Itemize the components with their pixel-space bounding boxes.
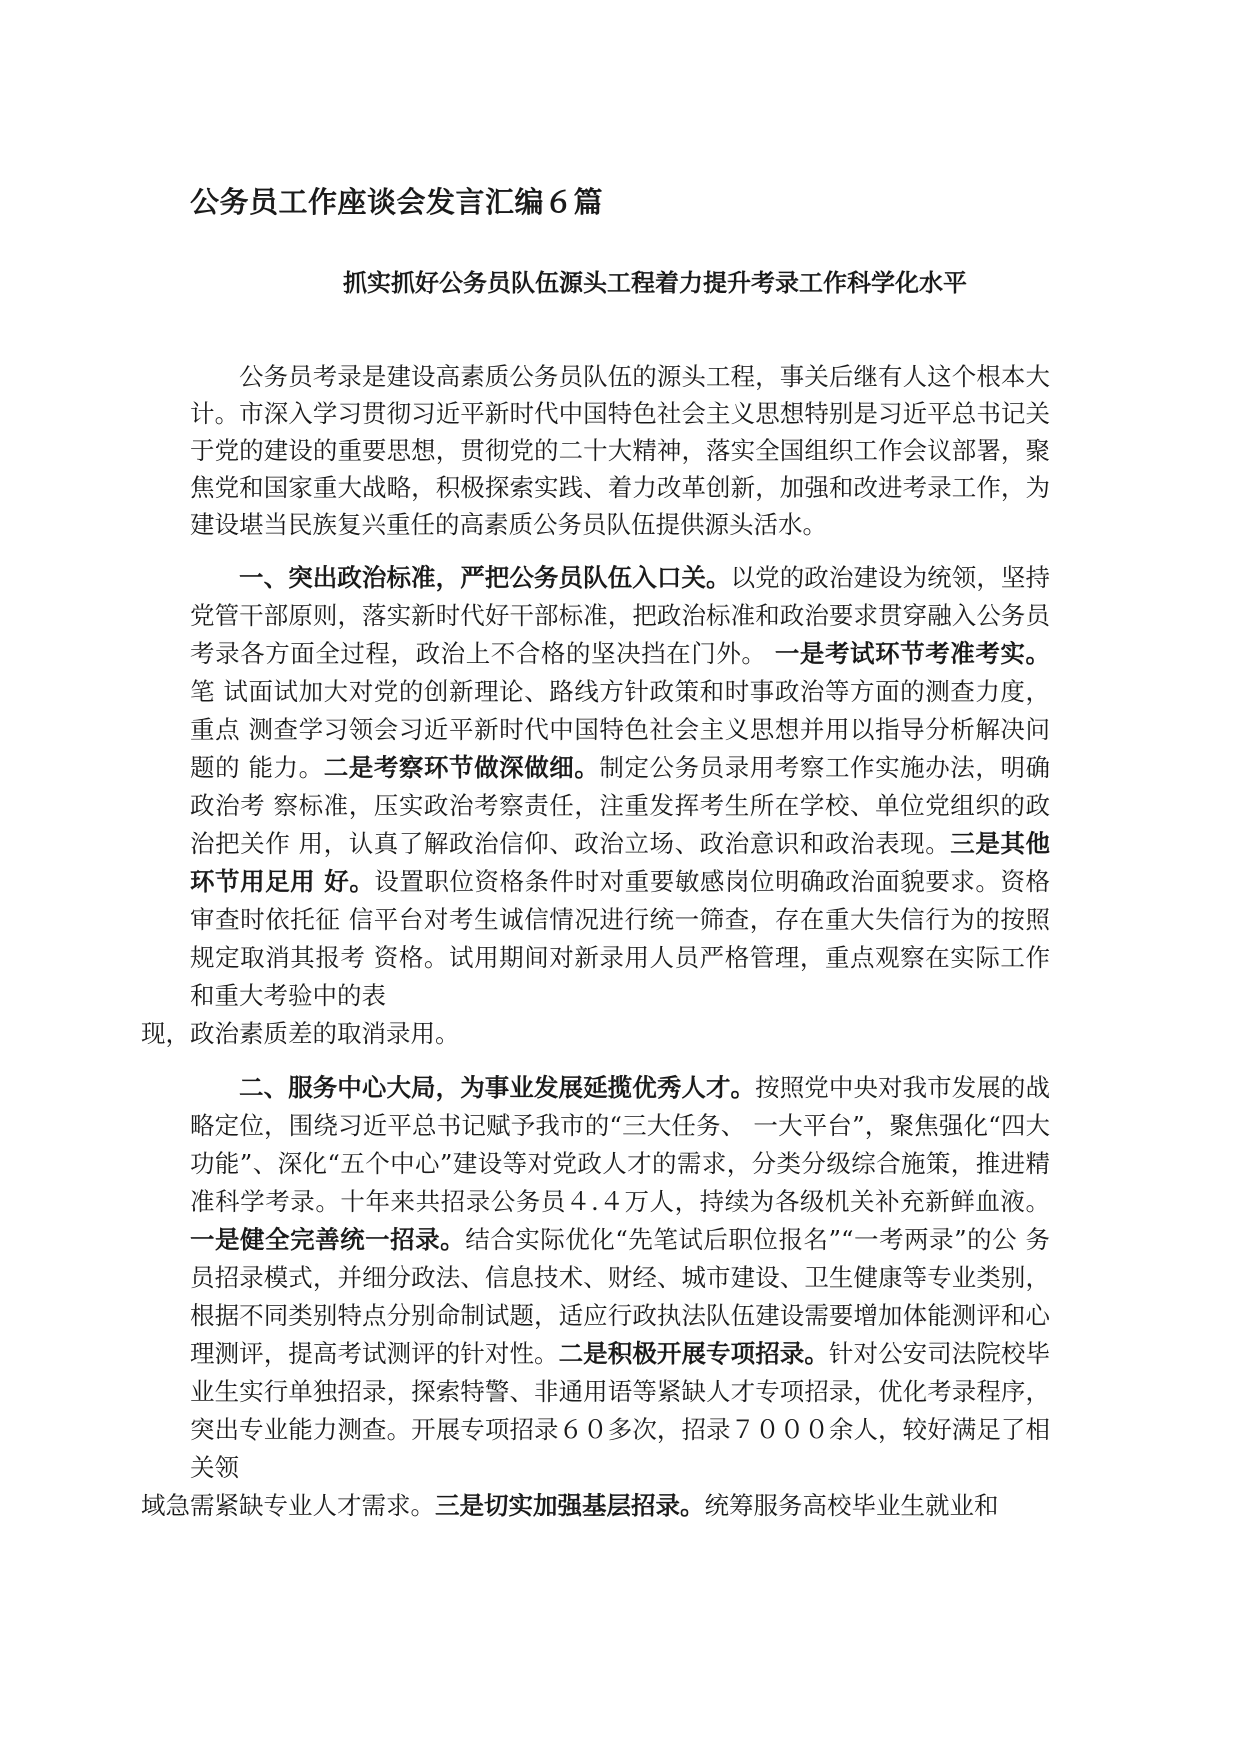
section-2-point-3: 三是切实加强基层招录。 [435, 1491, 705, 1520]
section-1-text-4: 设置职位资格条件时对重要敏感岗位明确政治面貌要求。资格审查时依托征 信平台对考生诚信情况进行统一筛查，存在重大失信行为的按照规定取消其报考 资格。试用期间对新录用人员严格管理，重点观察在实际工作和重大考验中的表 [190, 867, 1050, 1010]
section-2-text-4: 域急需紧缺专业人才需求。 [141, 1491, 435, 1520]
section-2-point-1: 一是健全完善统一招录。 [190, 1225, 466, 1254]
article-title: 抓实抓好公务员队伍源头工程着力提升考录工作科学化水平 [343, 269, 967, 297]
intro-paragraph: 公务员考录是建设高素质公务员队伍的源头工程，事关后继有人这个根本大计。市深入学习贯彻习近平新时代中国特色社会主义思想特别是习近平总书记关于党的建设的重要思想，贯彻党的二十大精神，落实全国组织工作会议部署，聚焦党和国家重大战略，积极探索实践、着力改革创新，加强和改进考录工作，为建设堪当民族复兴重任的高素质公务员队伍提供源头活水。 [190, 362, 1050, 539]
document-page [141, 180, 1051, 1541]
section-1-text-2: 笔 试面试加大对党的创新理论、路线方针政策和时事政治等方面的测查力度，重点 测查学习领会习近平新时代中国特色社会主义思想并用以指导分析解决问题的 能力。 [190, 677, 1050, 782]
section-2-paragraph [141, 1069, 1051, 1525]
section-1-text-5: 现，政治素质差的取消录用。 [141, 1019, 460, 1048]
section-2-text-1: 按照党中央对我市发展的战略定位，围绕习近平总书记赋予我市的“三大任务、 一大平台”，聚焦强化“四大功能”、深化“五个中心”建设等对党政人才的需求，分类分级综合施策，推进精准科学考录。十年来共招录公务员４.４万人，持续为各级机关补充新鲜血液。 [190, 1073, 1050, 1216]
section-1-text-3: 制定公务员录用考察工作实施办法，明确政治考 察标准，压实政治考察责任，注重发挥考生所在学校、单位党组织的政治把关作 用，认真了解政治信仰、政治立场、政治意识和政治表现。 [190, 753, 1051, 858]
section-1-point-1: 一是考试环节考准考实。 [774, 639, 1050, 668]
section-2-heading: 二、服务中心大局，为事业发展延揽优秀人才。 [239, 1073, 756, 1102]
document-title: 公务员工作座谈会发言汇编６篇 [190, 185, 604, 219]
section-2-text-2: 结合实际优化“先笔试后职位报名”“一考两录”的公 务员招录模式，并细分政法、信息技术、财经、城市建设、卫生健康等专业类别， 根据不同类别特点分别命制试题，适应行政执法队伍建设需要增加体能测评和心 理测评，提高考试测评的针对性。 [190, 1225, 1051, 1368]
section-2-text-3: 针对公安司法院校毕 业生实行单独招录，探索特警、非通用语等紧缺人才专项招录，优化考录程序， 突出专业能力测查。开展专项招录６０多次，招录７０００余人，较好满足了相关领 [190, 1339, 1051, 1482]
section-2-text-5: 统筹服务高校毕业生就业和 [704, 1491, 999, 1520]
section-1-heading: 一、突出政治标准，严把公务员队伍入口关。 [239, 563, 731, 592]
section-1-paragraph [141, 559, 1051, 1053]
section-2-point-2: 二是积极开展专项招录。 [558, 1339, 829, 1368]
section-1-text-1: 以党的政治建设为统领，坚持党管干部原则，落实新时代好干部标准，把政治标准和政治要求贯穿融入公务员 考录各方面全过程，政治上不合格的坚决挡在门外。 [190, 563, 1050, 668]
section-1-point-2: 二是考察环节做深做细。 [323, 753, 600, 782]
section-1-point-3: 三是其他环节用足用 好。 [190, 829, 1050, 896]
